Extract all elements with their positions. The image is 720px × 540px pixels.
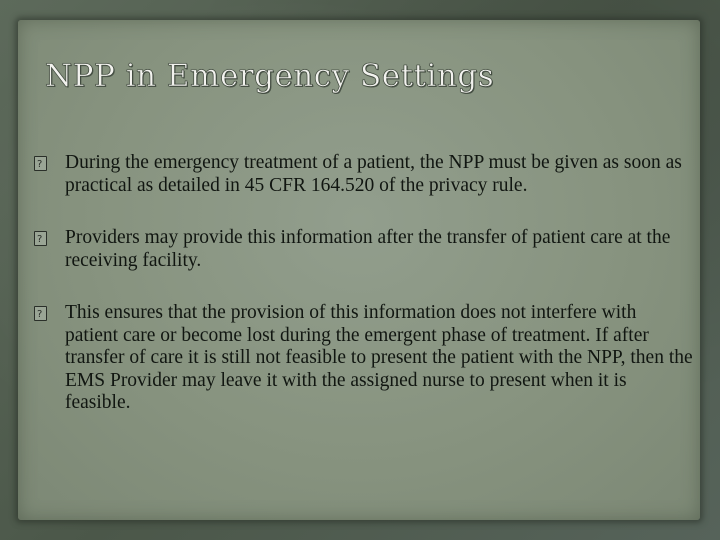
bullet-text: Providers may provide this information after the transfer of patient care at the receiving facility. xyxy=(65,227,671,271)
missing-glyph-box-icon xyxy=(34,231,47,246)
slide-title: NPP in Emergency Settings xyxy=(45,58,495,94)
missing-glyph-box-icon xyxy=(34,156,47,171)
bullet-item xyxy=(34,227,694,272)
bullet-item xyxy=(34,152,694,197)
bullet-text: This ensures that the provision of this information does not interfere with patient care or become lost during the emergent phase of treatment. If after transfer of care it is still not feasible to present the patient with the NPP, then the EMS Provider may leave it with the assigned nurse to present when it is feasible. xyxy=(65,302,693,413)
bullet-item xyxy=(34,302,694,415)
bullet-list xyxy=(34,152,694,415)
bullet-text: During the emergency treatment of a patient, the NPP must be given as soon as practical as detailed in 45 CFR 164.520 of the privacy rule. xyxy=(65,152,682,196)
missing-glyph-box-icon xyxy=(34,306,47,321)
